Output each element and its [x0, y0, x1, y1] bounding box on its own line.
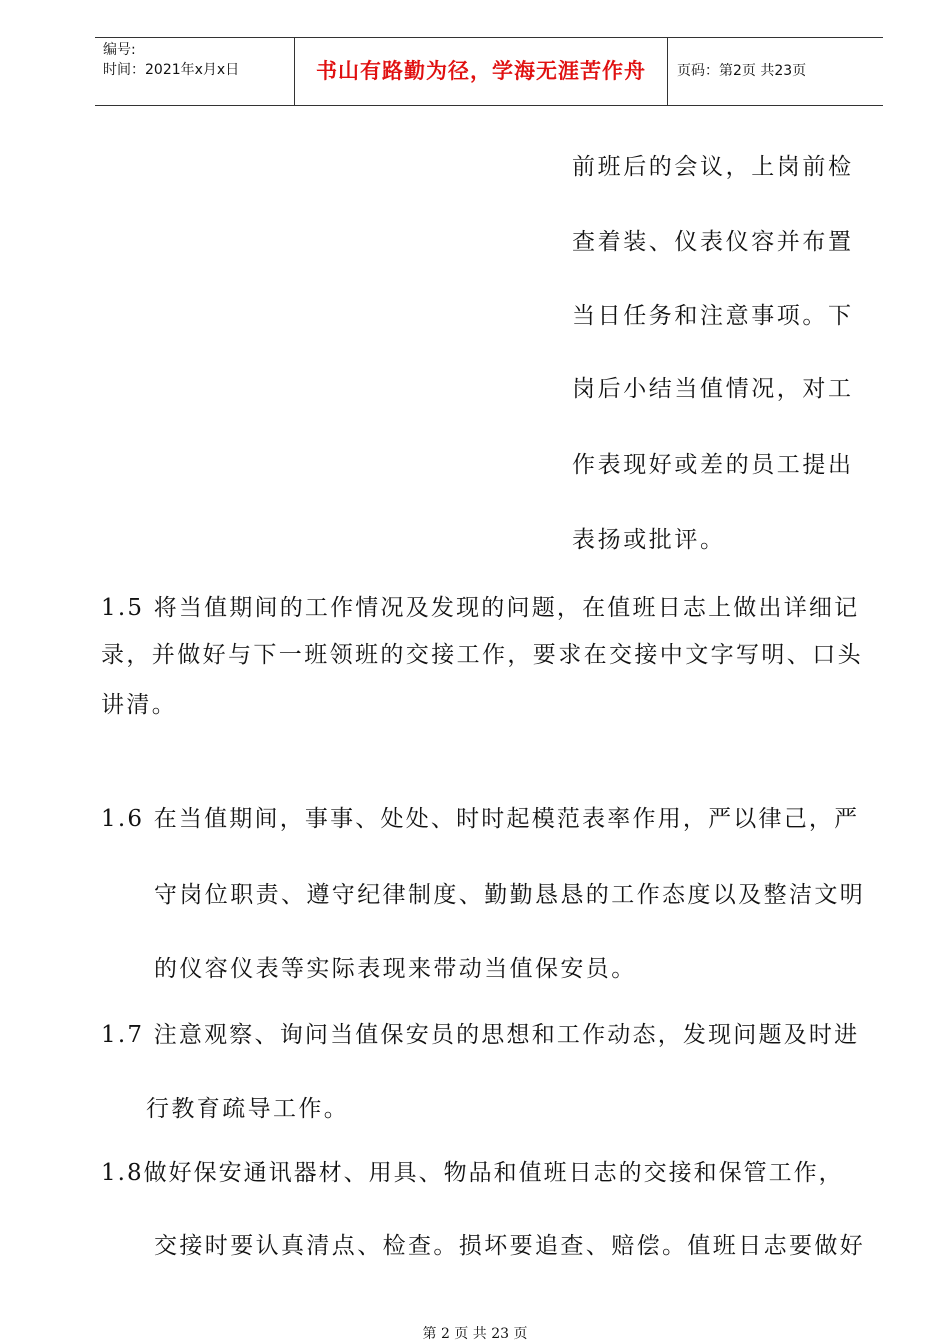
paragraph-1-5-cont: 录，并做好与下一班领班的交接工作，要求在交接中文字写明、口头 — [101, 642, 863, 668]
paragraph-1-6: 1.6 在当值期间，事事、处处、时时起模范表率作用，严以律己，严 — [101, 806, 860, 832]
header-divider — [667, 38, 668, 105]
document-time-label: 时间：2021年x月x日 — [103, 62, 240, 78]
page-header — [95, 37, 883, 106]
page-footer: 第 2 页 共 23 页 — [422, 1326, 528, 1342]
paragraph-1-5-cont: 讲清。 — [101, 692, 178, 718]
body-line: 前班后的会议，上岗前检 — [572, 154, 854, 180]
body-line: 查着装、仪表仪容并布置 — [572, 229, 854, 255]
body-line: 表扬或批评。 — [572, 527, 726, 553]
paragraph-1-5: 1.5 将当值期间的工作情况及发现的问题，在值班日志上做出详细记 — [101, 595, 860, 621]
header-page-number: 页码：第2页 共23页 — [677, 63, 807, 79]
paragraph-1-6-cont: 守岗位职责、遵守纪律制度、勤勤恳恳的工作态度以及整洁文明 — [154, 882, 866, 908]
body-line: 岗后小结当值情况，对工 — [572, 376, 854, 402]
paragraph-1-7: 1.7 注意观察、询问当值保安员的思想和工作动态，发现问题及时进 — [101, 1022, 860, 1048]
header-motto: 书山有路勤为径，学海无涯苦作舟 — [316, 59, 646, 83]
paragraph-1-6-cont: 的仪容仪表等实际表现来带动当值保安员。 — [154, 956, 637, 982]
paragraph-1-7-cont: 行教育疏导工作。 — [146, 1096, 350, 1122]
header-meta — [103, 40, 293, 80]
paragraph-1-8-cont: 交接时要认真清点、检查。损坏要追查、赔偿。值班日志要做好 — [154, 1233, 866, 1259]
paragraph-1-8: 1.8做好保安通讯器材、用具、物品和值班日志的交接和保管工作， — [101, 1160, 844, 1186]
document-number-label: 编号: — [103, 42, 136, 58]
body-line: 当日任务和注意事项。下 — [572, 303, 854, 329]
body-line: 作表现好或差的员工提出 — [572, 452, 854, 478]
